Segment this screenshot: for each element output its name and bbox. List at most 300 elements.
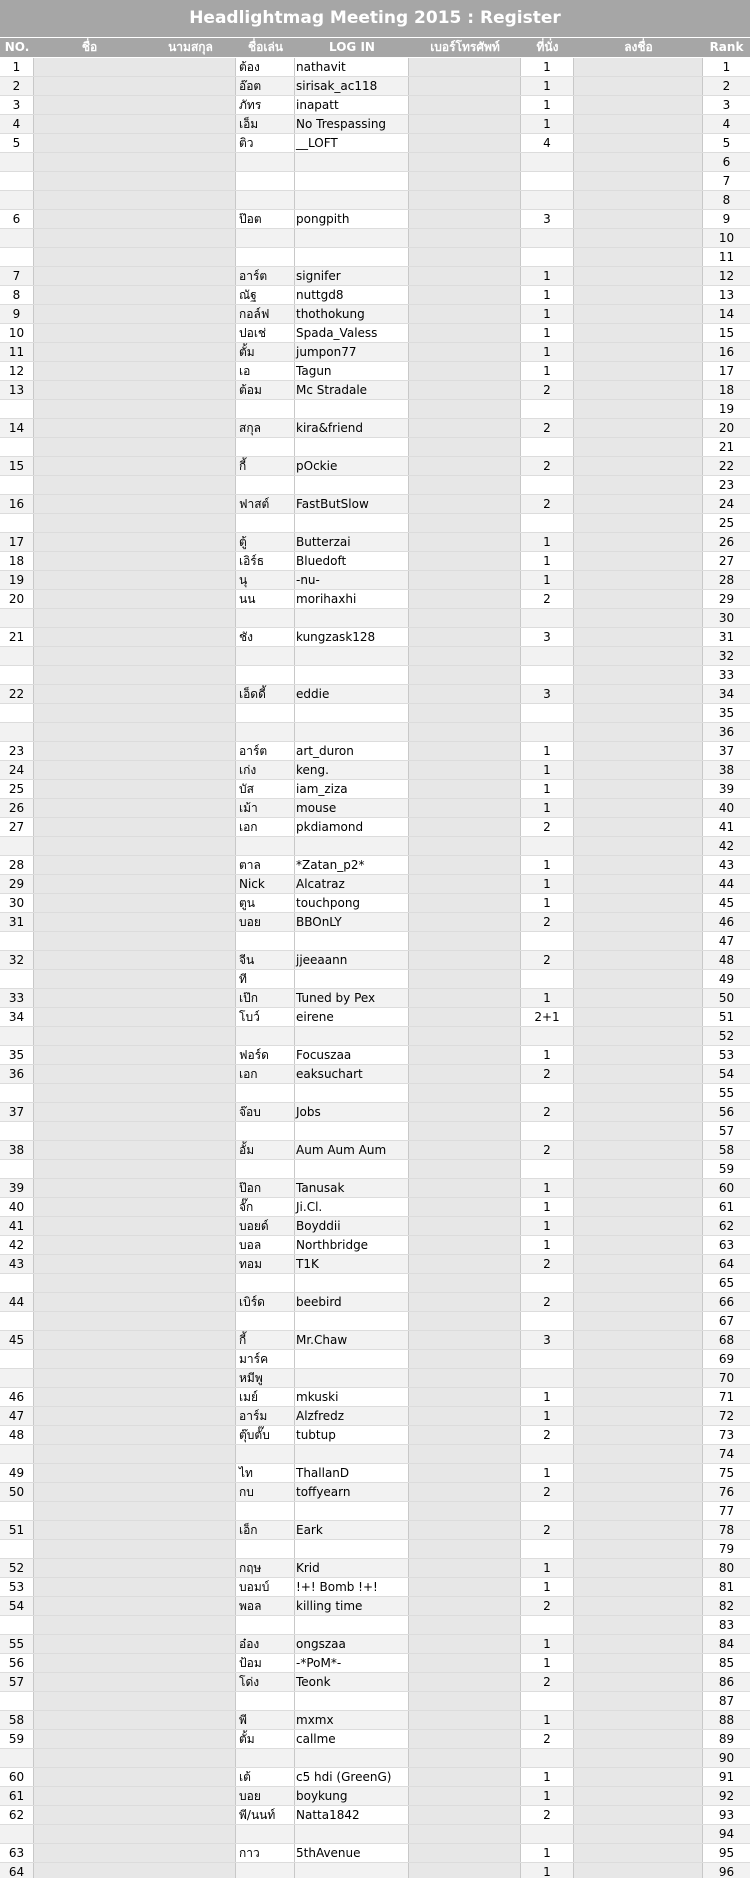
cell-no: 36 [0,1065,34,1083]
cell-signature [574,324,703,342]
cell-rank: 24 [703,495,750,513]
cell-signature [574,1198,703,1216]
cell-last-name [145,229,236,247]
cell-seats: 2 [521,1293,574,1311]
cell-rank: 82 [703,1597,750,1615]
cell-phone [409,400,521,418]
cell-first-name [34,229,145,247]
cell-seats: 1 [521,96,574,114]
cell-seats: 2 [521,913,574,931]
cell-login: nathavit [295,58,409,76]
cell-seats: 3 [521,685,574,703]
cell-login [295,1445,409,1463]
cell-nickname: มาร์ค [236,1350,295,1368]
cell-last-name [145,1084,236,1102]
cell-login: inapatt [295,96,409,114]
cell-rank: 55 [703,1084,750,1102]
cell-phone [409,134,521,152]
cell-nickname: เบิร์ด [236,1293,295,1311]
cell-nickname: หมีพู [236,1369,295,1387]
cell-seats: 4 [521,134,574,152]
cell-seats: 1 [521,742,574,760]
table-row [0,1578,750,1597]
cell-last-name [145,932,236,950]
cell-no: 32 [0,951,34,969]
cell-login [295,514,409,532]
cell-phone [409,115,521,133]
cell-rank: 71 [703,1388,750,1406]
cell-last-name [145,267,236,285]
cell-seats: 2 [521,1806,574,1824]
table-row [0,1046,750,1065]
cell-phone [409,1635,521,1653]
cell-signature [574,552,703,570]
cell-nickname: เก่ง [236,761,295,779]
cell-seats: 1 [521,552,574,570]
cell-nickname: ณัฐ [236,286,295,304]
cell-seats [521,1616,574,1634]
cell-nickname [236,153,295,171]
cell-signature [574,1445,703,1463]
cell-login: c5 hdi (GreenG) [295,1768,409,1786]
cell-last-name [145,1027,236,1045]
cell-login: Jobs [295,1103,409,1121]
cell-nickname: ตั้ม [236,343,295,361]
cell-nickname [236,1825,295,1843]
cell-rank: 40 [703,799,750,817]
cell-phone [409,1388,521,1406]
cell-nickname: ไท [236,1464,295,1482]
cell-rank: 90 [703,1749,750,1767]
cell-rank: 67 [703,1312,750,1330]
cell-rank: 52 [703,1027,750,1045]
cell-signature [574,1825,703,1843]
cell-seats: 1 [521,1863,574,1878]
cell-last-name [145,1730,236,1748]
cell-seats: 1 [521,875,574,893]
cell-no [0,1369,34,1387]
cell-last-name [145,495,236,513]
cell-signature [574,419,703,437]
cell-first-name [34,1787,145,1805]
cell-signature [574,1844,703,1862]
cell-nickname [236,191,295,209]
cell-first-name [34,780,145,798]
cell-first-name [34,1293,145,1311]
cell-seats [521,1502,574,1520]
table-row [0,1350,750,1369]
cell-rank: 9 [703,210,750,228]
table-row [0,1388,750,1407]
cell-nickname: Nick [236,875,295,893]
cell-login [295,970,409,988]
cell-login: *Zatan_p2* [295,856,409,874]
cell-rank: 20 [703,419,750,437]
table-row [0,77,750,96]
cell-rank: 79 [703,1540,750,1558]
table-row [0,191,750,210]
cell-phone [409,571,521,589]
cell-signature [574,1407,703,1425]
cell-first-name [34,1540,145,1558]
cell-signature [574,1350,703,1368]
cell-nickname: เอ็ก [236,1521,295,1539]
table-row [0,1692,750,1711]
cell-signature [574,343,703,361]
cell-seats [521,248,574,266]
cell-rank: 25 [703,514,750,532]
cell-rank: 83 [703,1616,750,1634]
cell-phone [409,723,521,741]
cell-seats [521,1825,574,1843]
cell-phone [409,1559,521,1577]
cell-signature [574,191,703,209]
cell-phone [409,1160,521,1178]
cell-no: 49 [0,1464,34,1482]
cell-login: mouse [295,799,409,817]
cell-login: nuttgd8 [295,286,409,304]
cell-first-name [34,913,145,931]
cell-phone [409,609,521,627]
cell-login [295,1825,409,1843]
cell-last-name [145,723,236,741]
cell-first-name [34,856,145,874]
cell-no: 26 [0,799,34,817]
cell-rank: 5 [703,134,750,152]
cell-seats [521,476,574,494]
cell-phone [409,1369,521,1387]
cell-no [0,723,34,741]
cell-no [0,837,34,855]
cell-login: art_duron [295,742,409,760]
table-row [0,1768,750,1787]
cell-last-name [145,96,236,114]
cell-seats [521,400,574,418]
cell-last-name [145,1255,236,1273]
cell-last-name [145,1369,236,1387]
table-row [0,400,750,419]
cell-first-name [34,799,145,817]
table-row [0,590,750,609]
table-row [0,552,750,571]
cell-nickname: นน [236,590,295,608]
cell-last-name [145,1483,236,1501]
table-row [0,1806,750,1825]
cell-phone [409,1046,521,1064]
cell-phone [409,1445,521,1463]
cell-rank: 2 [703,77,750,95]
cell-rank: 16 [703,343,750,361]
cell-first-name [34,305,145,323]
cell-last-name [145,970,236,988]
cell-first-name [34,1806,145,1824]
cell-no [0,1084,34,1102]
cell-seats: 2 [521,1521,574,1539]
cell-phone [409,913,521,931]
cell-phone [409,533,521,551]
cell-phone [409,1426,521,1444]
table-row [0,647,750,666]
cell-rank: 19 [703,400,750,418]
cell-rank: 50 [703,989,750,1007]
cell-rank: 26 [703,533,750,551]
cell-seats: 1 [521,324,574,342]
cell-seats: 1 [521,1654,574,1672]
cell-login: Natta1842 [295,1806,409,1824]
cell-seats: 2 [521,419,574,437]
table-row [0,1673,750,1692]
cell-rank: 22 [703,457,750,475]
table-row [0,1559,750,1578]
cell-phone [409,799,521,817]
cell-no: 19 [0,571,34,589]
cell-seats: 1 [521,267,574,285]
cell-login: Boyddii [295,1217,409,1235]
cell-nickname: จีน [236,951,295,969]
table-row [0,343,750,362]
cell-last-name [145,818,236,836]
cell-no: 52 [0,1559,34,1577]
cell-no: 23 [0,742,34,760]
table-row [0,115,750,134]
cell-first-name [34,1464,145,1482]
cell-signature [574,172,703,190]
cell-login: Alcatraz [295,875,409,893]
cell-last-name [145,742,236,760]
header-rank: Rank [709,40,744,54]
cell-phone [409,495,521,513]
cell-last-name [145,172,236,190]
cell-rank: 23 [703,476,750,494]
cell-rank: 84 [703,1635,750,1653]
cell-login [295,1274,409,1292]
cell-login: eddie [295,685,409,703]
cell-no: 41 [0,1217,34,1235]
cell-nickname [236,1160,295,1178]
cell-nickname: อาร์ต [236,267,295,285]
cell-rank: 77 [703,1502,750,1520]
cell-signature [574,742,703,760]
cell-no [0,609,34,627]
cell-phone [409,1217,521,1235]
cell-no: 10 [0,324,34,342]
cell-nickname [236,932,295,950]
cell-last-name [145,1236,236,1254]
cell-no: 61 [0,1787,34,1805]
table-row [0,1445,750,1464]
cell-rank: 53 [703,1046,750,1064]
cell-first-name [34,723,145,741]
cell-no: 3 [0,96,34,114]
cell-rank: 1 [703,58,750,76]
cell-seats [521,609,574,627]
cell-no [0,1616,34,1634]
cell-phone [409,1654,521,1672]
cell-signature [574,1597,703,1615]
table-row [0,172,750,191]
cell-seats: 2 [521,1141,574,1159]
cell-nickname: บอมบ์ [236,1578,295,1596]
cell-no [0,1027,34,1045]
cell-first-name [34,96,145,114]
cell-last-name [145,704,236,722]
cell-rank: 39 [703,780,750,798]
cell-seats [521,1749,574,1767]
cell-nickname: เอ็ม [236,115,295,133]
cell-nickname [236,1540,295,1558]
cell-last-name [145,400,236,418]
cell-seats [521,704,574,722]
cell-phone [409,1787,521,1805]
cell-no [0,438,34,456]
cell-nickname [236,248,295,266]
cell-last-name [145,1331,236,1349]
cell-rank: 29 [703,590,750,608]
cell-last-name [145,210,236,228]
cell-seats: 1 [521,77,574,95]
cell-seats: 2 [521,1483,574,1501]
cell-last-name [145,1559,236,1577]
cell-signature [574,1293,703,1311]
cell-login: Butterzai [295,533,409,551]
cell-first-name [34,1027,145,1045]
cell-first-name [34,1578,145,1596]
cell-signature [574,1426,703,1444]
cell-no: 37 [0,1103,34,1121]
cell-phone [409,1198,521,1216]
cell-no: 51 [0,1521,34,1539]
cell-first-name [34,1008,145,1026]
cell-first-name [34,647,145,665]
cell-login [295,1122,409,1140]
cell-no: 22 [0,685,34,703]
cell-nickname: ตั้ม [236,1730,295,1748]
table-row [0,1160,750,1179]
table-row [0,571,750,590]
cell-login [295,1160,409,1178]
cell-nickname: จั๊ก [236,1198,295,1216]
cell-signature [574,1616,703,1634]
table-row [0,1179,750,1198]
cell-phone [409,932,521,950]
cell-signature [574,457,703,475]
cell-nickname: กี้ [236,1331,295,1349]
cell-signature [574,1578,703,1596]
cell-no [0,476,34,494]
table-row [0,1407,750,1426]
cell-first-name [34,362,145,380]
cell-signature [574,1711,703,1729]
cell-nickname: เอ [236,362,295,380]
cell-seats: 1 [521,1217,574,1235]
cell-last-name [145,1673,236,1691]
table-row [0,1065,750,1084]
cell-nickname: เอิร์ธ [236,552,295,570]
cell-signature [574,1027,703,1045]
cell-no: 50 [0,1483,34,1501]
cell-login [295,1692,409,1710]
table-body [0,58,750,1878]
cell-first-name [34,191,145,209]
cell-seats: 2 [521,818,574,836]
cell-no: 7 [0,267,34,285]
table-row [0,1008,750,1027]
cell-first-name [34,514,145,532]
cell-login [295,647,409,665]
cell-nickname: เม้า [236,799,295,817]
cell-rank: 65 [703,1274,750,1292]
cell-login: Tagun [295,362,409,380]
cell-nickname: อ๊อต [236,77,295,95]
cell-last-name [145,1464,236,1482]
cell-rank: 15 [703,324,750,342]
cell-phone [409,58,521,76]
cell-nickname: กฤษ [236,1559,295,1577]
cell-last-name [145,989,236,1007]
cell-login: eaksuchart [295,1065,409,1083]
cell-seats [521,970,574,988]
cell-first-name [34,932,145,950]
cell-rank: 70 [703,1369,750,1387]
cell-last-name [145,153,236,171]
cell-first-name [34,1141,145,1159]
cell-seats: 2 [521,1426,574,1444]
cell-nickname: อ๋อง [236,1635,295,1653]
cell-signature [574,1483,703,1501]
table-row [0,248,750,267]
table-row [0,457,750,476]
table-row [0,818,750,837]
cell-first-name [34,1445,145,1463]
cell-first-name [34,419,145,437]
cell-last-name [145,913,236,931]
cell-last-name [145,1350,236,1368]
cell-login [295,1863,409,1878]
cell-first-name [34,1521,145,1539]
cell-nickname: ปอเช่ [236,324,295,342]
cell-nickname: ทอม [236,1255,295,1273]
cell-login: beebird [295,1293,409,1311]
cell-phone [409,590,521,608]
cell-no: 58 [0,1711,34,1729]
cell-signature [574,533,703,551]
cell-last-name [145,324,236,342]
cell-phone [409,552,521,570]
cell-rank: 49 [703,970,750,988]
table-row [0,1863,750,1878]
cell-phone [409,1464,521,1482]
cell-no: 13 [0,381,34,399]
cell-seats: 1 [521,1464,574,1482]
cell-last-name [145,666,236,684]
cell-no: 47 [0,1407,34,1425]
cell-first-name [34,1160,145,1178]
cell-no: 29 [0,875,34,893]
cell-login [295,153,409,171]
cell-signature [574,685,703,703]
cell-no: 46 [0,1388,34,1406]
cell-phone [409,818,521,836]
cell-seats: 1 [521,894,574,912]
cell-signature [574,1388,703,1406]
cell-signature [574,1274,703,1292]
cell-rank: 42 [703,837,750,855]
cell-first-name [34,989,145,1007]
cell-rank: 17 [703,362,750,380]
cell-nickname [236,1312,295,1330]
cell-seats: 2 [521,495,574,513]
cell-no: 27 [0,818,34,836]
